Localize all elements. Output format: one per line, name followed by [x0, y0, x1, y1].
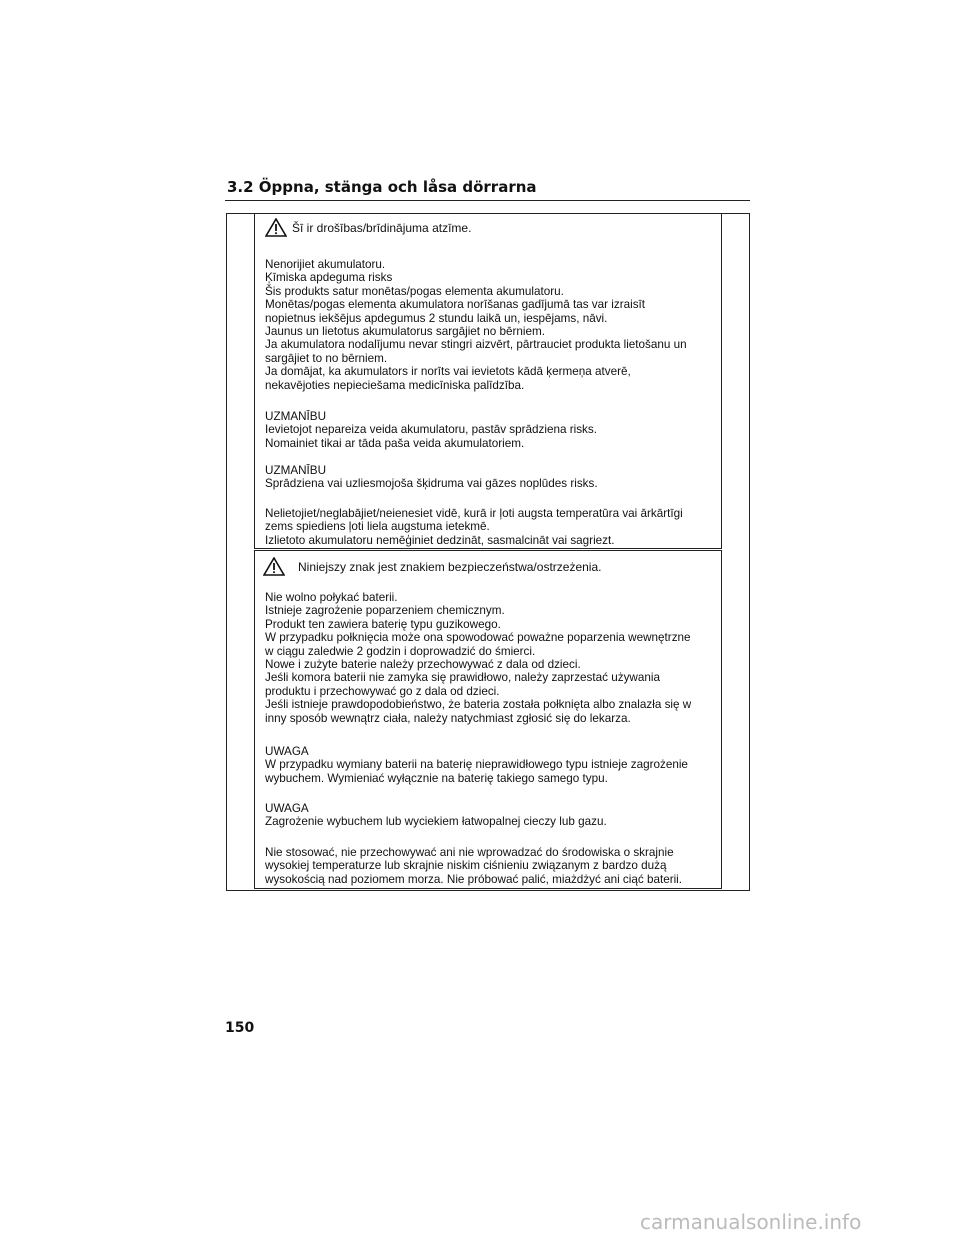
text-line: Nenorijiet akumulatoru. — [265, 258, 386, 271]
caution-heading: UWAGA — [265, 802, 309, 815]
text-line: Sprādziena vai uzliesmojoša šķidruma vai gāzes noplūdes risks. — [265, 477, 598, 491]
text-line: Ja domājat, ka akumulators ir norīts vai ievietots kādā ķermeņa atverē, — [265, 365, 631, 379]
polish-paragraph-environment — [265, 846, 713, 886]
latvian-paragraph-caution-type — [265, 410, 713, 450]
text-line: Ja akumulatora nodalījumu nevar stingri aizvērt, pārtrauciet produkta lietošanu un — [265, 338, 687, 352]
text-line: Istnieje zagrożenie poparzeniem chemicznym. — [265, 604, 505, 618]
latvian-paragraph-environment — [265, 507, 713, 547]
text-line: sargājiet to no bērniem. — [265, 351, 388, 365]
section-divider — [225, 200, 750, 201]
text-line: wybuchem. Wymieniać wyłącznie na baterię takiego samego typu. — [265, 771, 608, 785]
text-line: Izlietoto akumulatoru nemēģiniet dedzināt, sasmalcināt vai sagriezt. — [265, 533, 615, 547]
watermark: carmanualsonline.info — [640, 1210, 862, 1234]
polish-paragraph-ingestion — [265, 591, 713, 725]
latvian-warning-box — [254, 213, 722, 549]
polish-paragraph-caution-leak — [265, 802, 713, 829]
page-number: 150 — [225, 1020, 255, 1036]
text-line: Šis produkts satur monētas/pogas elementa akumulatoru. — [265, 284, 564, 298]
text-line: Ķīmiska apdeguma risks — [265, 271, 393, 285]
text-line: Nie stosować, nie przechowywać ani nie wprowadzać do środowiska o skrajnie — [265, 846, 674, 859]
latvian-paragraph-ingestion — [265, 258, 713, 392]
text-line: w ciągu zaledwie 2 godzin i doprowadzić do śmierci. — [265, 644, 536, 658]
caution-heading: UZMANĪBU — [265, 464, 327, 477]
text-line: Jaunus un lietotus akumulatorus sargājiet no bērniem. — [265, 325, 546, 339]
section-title: 3.2 Öppna, stänga och låsa dörrarna — [227, 178, 537, 196]
text-line: Nelietojiet/neglabājiet/neienesiet vidē, kurā ir ļoti augsta temperatūra vai ārkārtīgi — [265, 507, 683, 520]
text-line: Nomainiet tikai ar tāda paša veida akumulatoriem. — [265, 436, 525, 450]
polish-paragraph-caution-type — [265, 745, 713, 785]
text-line: Nie wolno połykać baterii. — [265, 591, 398, 604]
caution-heading: UWAGA — [265, 745, 309, 758]
text-line: wysokością nad poziomem morza. Nie próbować palić, miażdżyć ani ciąć baterii. — [265, 872, 683, 886]
warning-triangle-icon — [263, 557, 285, 576]
latvian-paragraph-caution-leak — [265, 464, 713, 491]
text-line: nekavējoties nepieciešama medicīniska palīdzība. — [265, 378, 525, 392]
text-line: Jeśli komora baterii nie zamyka się prawidłowo, należy zaprzestać używania — [265, 671, 660, 685]
text-line: W przypadku wymiany baterii na baterię nieprawidłowego typu istnieje zagrożenie — [265, 758, 688, 772]
text-line: W przypadku połknięcia może ona spowodować poważne poparzenia wewnętrzne — [265, 631, 691, 645]
text-line: Zagrożenie wybuchem lub wyciekiem łatwopalnej cieczy lub gazu. — [265, 815, 607, 829]
text-line: zems spiediens ļoti liela augstuma ietekmē. — [265, 520, 490, 534]
warning-symbol-text: Šī ir drošības/brīdinājuma atzīme. — [292, 220, 472, 235]
latvian-warning-heading — [265, 218, 471, 237]
text-line: Jeśli istnieje prawdopodobieństwo, że bateria została połknięta albo znalazła się w — [265, 698, 692, 712]
text-line: inny sposób wewnątrz ciała, należy natychmiast zgłosić się do lekarza. — [265, 711, 631, 725]
text-line: nopietnus iekšējus apdegumus 2 stundu laikā un, iespējams, nāvi. — [265, 311, 608, 325]
warning-symbol-text: Niniejszy znak jest znakiem bezpieczeństwa/ostrzeżenia. — [298, 559, 602, 574]
text-line: produktu i przechowywać go z dala od dzieci. — [265, 684, 500, 698]
polish-warning-box — [254, 550, 722, 889]
text-line: Produkt ten zawiera baterię typu guzikowego. — [265, 617, 501, 631]
polish-warning-heading — [263, 557, 601, 576]
text-line: wysokiej temperaturze lub skrajnie niskim ciśnieniu związanym z bardzo dużą — [265, 859, 667, 873]
caution-heading: UZMANĪBU — [265, 410, 327, 423]
text-line: Ievietojot nepareiza veida akumulatoru, pastāv sprādziena risks. — [265, 423, 597, 437]
warning-triangle-icon — [265, 218, 287, 237]
section-header — [225, 178, 750, 201]
text-line: Monētas/pogas elementa akumulatora norīšanas gadījumā tas var izraisīt — [265, 298, 646, 312]
text-line: Nowe i zużyte baterie należy przechowywać z dala od dzieci. — [265, 658, 581, 672]
